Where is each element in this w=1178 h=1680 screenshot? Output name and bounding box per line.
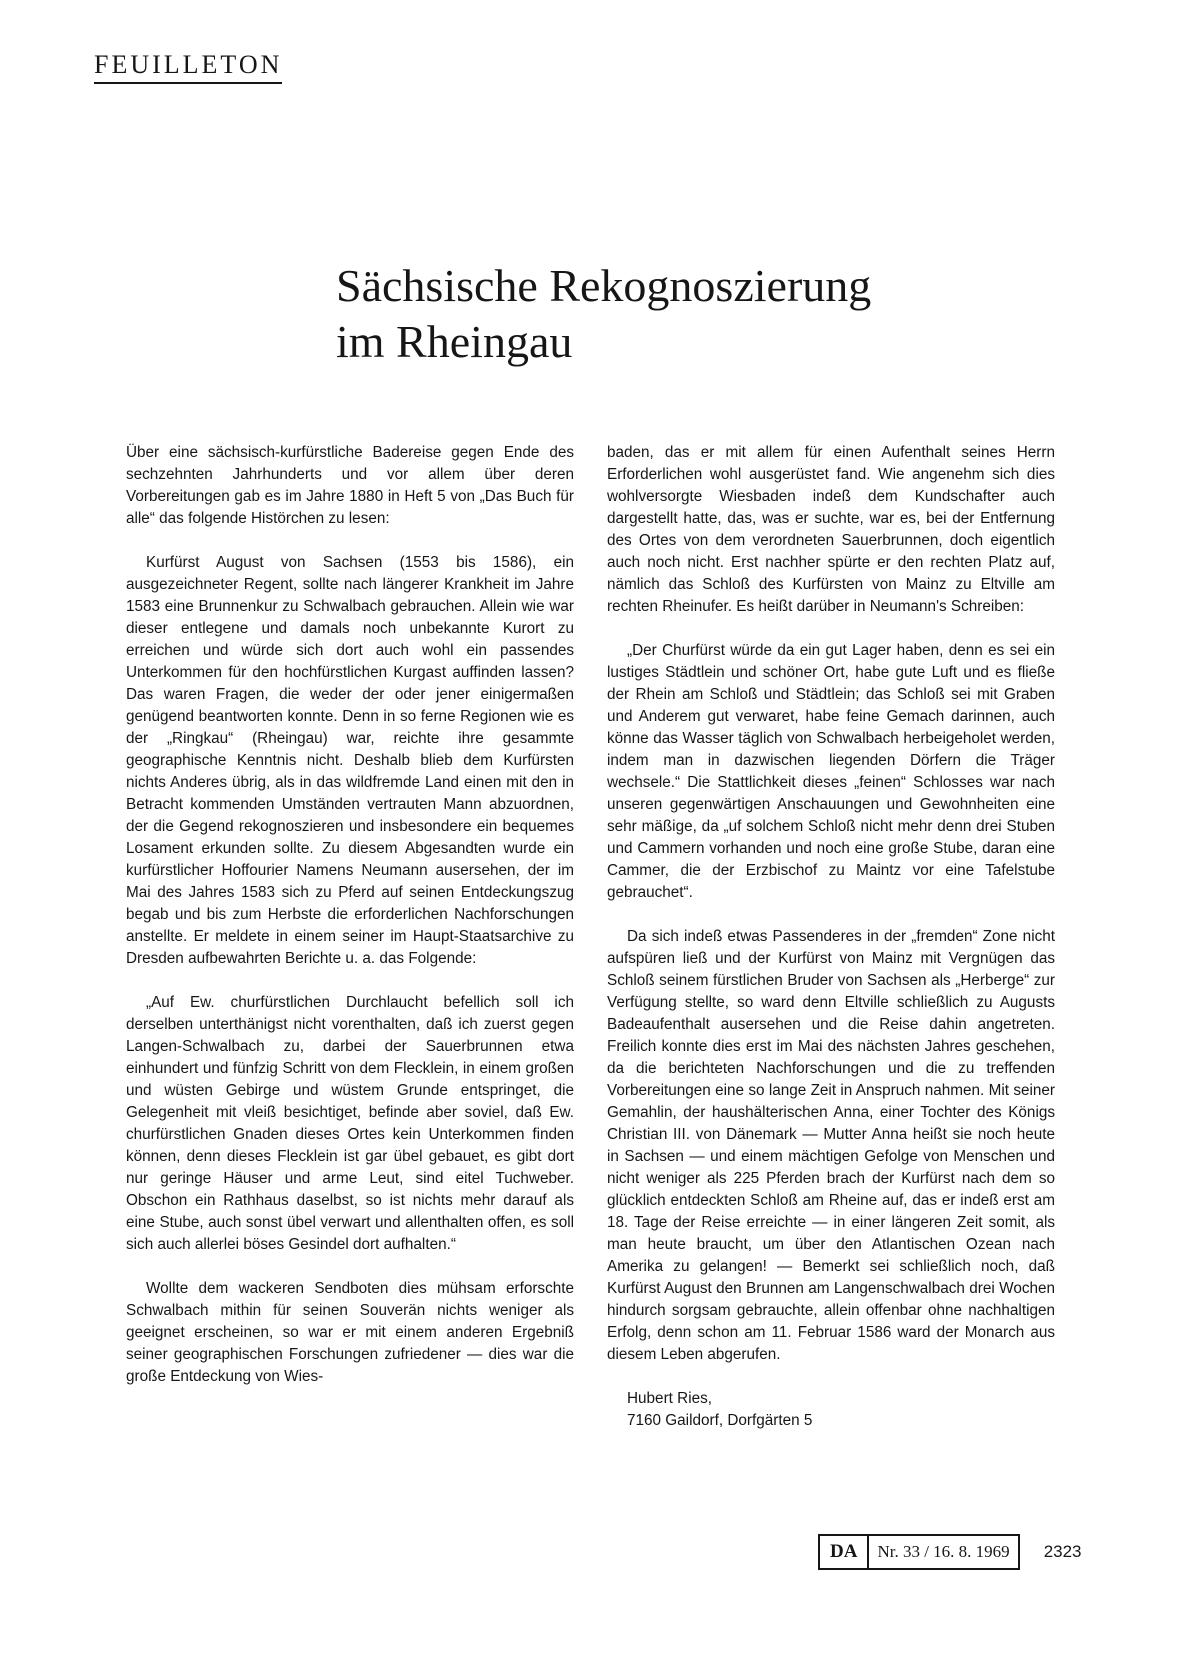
- section-label: FEUILLETON: [94, 50, 282, 84]
- paragraph: Da sich indeß etwas Passenderes in der „fremden“ Zone nicht aufspüren ließ und der Kurfürst von Mainz mit Vergnügen das Schloß seinem fürstlichen Bruder von Sachsen als „Herberge“ zur Verfügung stellte, so ward denn Eltville schließlich zu Augusts Badeaufenthalt ausersehen und die Reise dahin angetreten. Freilich konnte dies erst im Mai des nächsten Jahres geschehen, da die berichteten Nachforschungen und die zu treffenden Vorbereitungen eine so lange Zeit in Anspruch nahmen. Mit seiner Gemahlin, der haushälterischen Anna, einer Tochter des Königs Christian III. von Dänemark — Mutter Anna heißt sie noch heute in Sachsen — und einem mächtigen Gefolge von Menschen und nicht weniger als 225 Pferden brach der Kurfürst nach dem so glücklich entdeckten Schloß am Rheine auf, das er indeß erst am 18. Tage der Reise erreichte — in einer längeren Zeit somit, als man heute braucht, um über den Atlantischen Ozean nach Amerika zu gelangen! — Bemerkt sei schließlich noch, daß Kurfürst August den Brunnen am Langenschwalbach drei Wochen hindurch sorgsam gebrauchte, allein offenbar ohne nachhaltigen Erfolg, denn schon am 11. Februar 1586 ward der Monarch aus diesem Leben abgerufen.: [607, 928, 1055, 1363]
- page-number: 2323: [1043, 1542, 1082, 1561]
- paragraph: Kurfürst August von Sachsen (1553 bis 1586), ein ausgezeichneter Regent, sollte nach längerer Krankheit im Jahre 1583 eine Brunnenkur zu Schwalbach gebrauchen. Allein wie war dieser entlegene und damals noch unbekannte Kurort zu erreichen und würde sich dort auch wohl ein passendes Unterkommen für den hochfürstlichen Kurgast auffinden lassen? Das waren Fragen, die weder der oder jener einigermaßen genügend beantworten konnte. Denn in so ferne Regionen wie es der „Ringkau“ (Rheingau) war, reichte ihre gesammte geographische Kenntnis nicht. Deshalb blieb dem Kurfürsten nichts Anderes übrig, als in das wildfremde Land einen mit den in Betracht kommenden Umständen vertrauten Mann abzuordnen, der die Gegend rekognoszieren und insbesondere ein bequemes Losament erkunden sollte. Zu diesem Abgesandten wurde ein kurfürstlicher Hoffourier Namens Neumann ausersehen, der im Mai des Jahres 1583 sich zu Pferd auf seinen Entdeckungszug begab und bis zum Herbste die erforderlichen Nachforschungen anstellte. Er meldete in einem seiner im Haupt-Staatsarchive zu Dresden aufbewahrten Berichte u. a. das Folgende:: [126, 554, 574, 967]
- issue-box: [818, 1534, 1020, 1570]
- issue-info: Nr. 33 / 16. 8. 1969: [877, 1542, 1010, 1561]
- magazine-logo: DA: [820, 1536, 869, 1568]
- author-name: Hubert Ries,: [627, 1390, 713, 1407]
- column-right: [607, 442, 1055, 1454]
- author-signature: [607, 1388, 1055, 1432]
- paragraph: Wollte dem wackeren Sendboten dies mühsam erforschte Schwalbach mithin für seinen Souverän nichts weniger als geeignet erscheinen, so war er mit einem anderen Ergebniß seiner geographischen Forschungen zufriedener — dies war die große Entdeckung von Wies-: [126, 1280, 574, 1385]
- title-line-2: im Rheingau: [336, 316, 573, 367]
- title-line-1: Sächsische Rekognoszierung: [336, 260, 872, 311]
- page-footer: [818, 1535, 1082, 1569]
- quote-paragraph: „Der Churfürst würde da ein gut Lager haben, denn es sei ein lustiges Städtlein und schöner Ort, habe gute Luft und es fließe der Rhein am Schloß und Städtlein; das Schloß sei mit Graben und Anderem gut verwaret, habe feine Gemach darinnen, auch könne das Wasser täglich von Schwalbach herbeigeholet werden, indem man in dazwischen liegenden Dörfern die Träger wechsele.“ Die Stattlichkeit dieses „feinen“ Schlosses war nach unseren gegenwärtigen Anschauungen und Gewohnheiten eine sehr mäßige, da „uf solchem Schloß nicht mehr denn drei Stuben und Cammern vorhanden und noch eine große Stube, daran eine Cammer, die der Erzbischof zu Maintz vor eine Tafelstube gebrauchet“.: [607, 642, 1055, 901]
- paragraph: baden, das er mit allem für einen Aufenthalt seines Herrn Erforderlichen wohl ausgerüstet fand. Wie angenehm sich dies wohlversorgte Wiesbaden indeß dem Kundschafter auch dargestellt hatte, das, was er suchte, war es, bei der Entfernung des Ortes von dem verordneten Sauerbrunnen, doch eigentlich auch noch nicht. Erst nachher spürte er den rechten Platz auf, nämlich das Schloß des Kurfürsten von Mainz zu Eltville am rechten Rheinufer. Es heißt darüber in Neumann's Schreiben:: [607, 444, 1055, 615]
- author-address: 7160 Gaildorf, Dorfgärten 5: [627, 1412, 813, 1429]
- paragraph: Über eine sächsisch-kurfürstliche Badereise gegen Ende des sechzehnten Jahrhunderts und vor allem über deren Vorbereitungen gab es im Jahre 1880 in Heft 5 von „Das Buch für alle“ das folgende Histörchen zu lesen:: [126, 444, 574, 527]
- article-title: [336, 258, 1036, 370]
- quote-paragraph: „Auf Ew. churfürstlichen Durchlaucht befellich soll ich derselben unterthänigst nicht vorenthalten, daß ich zuerst gegen Langen-Schwalbach zu, darbei der Sauerbrunnen etwa einhundert und fünfzig Schritt von dem Flecklein, in einem großen und wüsten Gebirge und wüstem Grunde entspringet, die Gelegenheit mit vleiß besichtiget, befinde aber soviel, daß Ew. churfürstlichen Gnaden dieses Ortes kein Unterkommen finden können, denn dieses Flecklein ist gar übel gebauet, es gibt dort nur geringe Häuser und arme Leut, sind eitel Tuchweber. Obschon ein Rathhaus daselbst, so ist nichts mehr darauf als eine Stube, auch sonst übel verwart und allenthalten offen, es soll sich auch allerlei böses Gesindel dort aufhalten.“: [126, 994, 574, 1253]
- column-left: [126, 442, 574, 1410]
